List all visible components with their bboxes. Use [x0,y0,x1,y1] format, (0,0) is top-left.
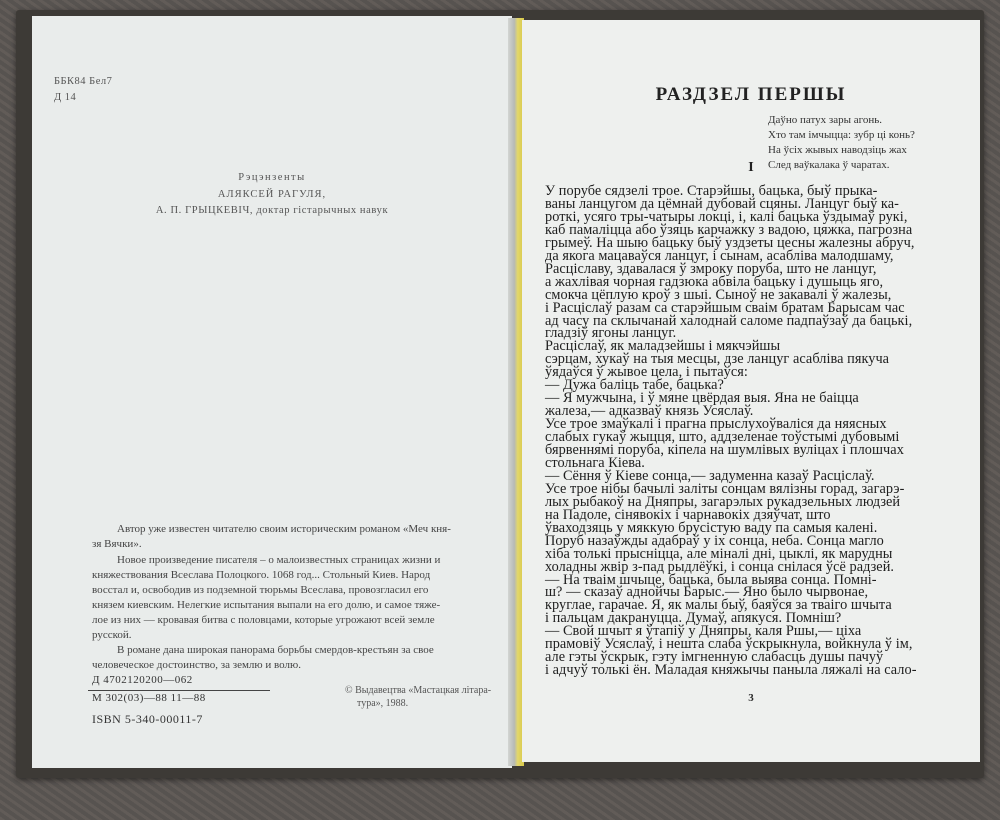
body-line: ўядаўся ў жывое цела, і пытаўся: [545,364,748,381]
body-line: грымеў. На шыю бацьку быў уздзеты цесны жалезны абруч, [545,234,915,251]
body-line: — Свой шчыт я ўтапіў у Дняпры, каля Ршы,— ціха [545,623,862,640]
reviewer-2: А. П. ГРЫЦКЕВІЧ, доктар гістарычных навук [155,205,389,216]
body-line: ўваходзяць у мяккую брусістую ваду па самыя калені. [545,519,878,536]
body-line: Усе трое змаўкалі і прагна прыслухоўваліся да няясных [545,416,887,433]
annotation-line: русской. [92,629,132,641]
body-line: холадны жвір з-пад рыдлёўкі, і сонца снілася ўсё радзей. [545,558,895,575]
body-line: ш? — сказаў аднойчы Барыс.— Яно было чырвонае, [545,584,869,601]
body-line: жалеза,— адказваў князь Усяслаў. [545,403,754,420]
body-line: і адчуў толькі ён. Маладая княжычы паныла ляжалі на сало- [545,662,917,679]
reviewer-1: АЛЯКСЕЙ РАГУЛЯ, [217,189,327,200]
body-line: бярвеннямі поруба, кіпела на шумлівых вуліцах і плошчах [545,442,904,458]
body-line: на Падоле, сінявокіх і чарнавокіх дзяўчат, што [545,506,831,523]
body-line: але гэты ўскрык, гэту імгненную слабасць душы пачуў [545,649,884,666]
body-line: — Сёння ў Кіеве сонца,— задуменна казаў Расціслаў. [545,467,875,484]
body-line: Расціславу, здавалася ў змроку поруба, што не ланцуг, [545,260,877,277]
body-line: гладзіў ягоны ланцуг. [545,325,677,342]
body-line: — Дужа баліць табе, бацька? [545,377,724,394]
body-line: хіба толькі прысніцца, але міналі дні, цыклі, як марудны [545,545,893,562]
body-line: Усе трое нібы бачылі заліты сонцам вялізны горад, загарэ- [545,480,905,497]
annotation-line: зя Вячки». [92,538,142,550]
annotation-line: Автор уже известен читателю своим историческим романом «Меч кня- [117,523,451,535]
epigraph-line: Даўно патух зары агонь. [768,114,883,126]
body-line: — Я мужчына, і ў мяне цвёрдая выя. Яна не баіцца [545,390,859,407]
body-line: ваны ланцугом да цёмнай дубовай сцяны. Ланцуг быў ка- [545,195,899,212]
copyright-line: тура», 1988. [357,698,409,709]
body-line: — На тваім шчыце, бацька, была выява сонца. Помні- [545,571,877,588]
body-line: сэрцам, хукаў на тыя месцы, дзе ланцуг асабліва пякуча [545,351,890,368]
body-line: круглае, гарачае. Я, як малы быў, баяўся за тваіго шчыта [545,597,892,614]
catalog-code-2: М 302(03)—88 11—88 [92,692,206,704]
code-divider [88,690,270,691]
epigraph-line: Хто там імчыцца: зубр ці конь? [768,129,915,141]
body-line: стольнага Кіева. [545,454,645,471]
annotation-line: княжествования Всеслава Полоцкого. 1068 год... Стольный Киев. Народ [92,569,431,581]
page-number: 3 [748,692,754,704]
body-line: каб памаліцца або ўзяць карчажку з вадою, цяжка, пагрозна [545,221,913,238]
annotation-line: лое из них — кровавая битва с половцами, которые угрожают всей земле [92,614,435,626]
bbk-code: ББК84 Бел7 [54,76,113,87]
annotation-line: В романе дана широкая панорама борьбы смердов-крестьян за свое [117,644,434,656]
annotation-line: князем киевским. Нелегкие испытания выпали на его долю, и самое тяже- [92,599,441,611]
body-line: Поруб назаўжды адабраў у іх сонца, неба. Сонца магло [545,532,884,549]
body-line: і пальцам дакрануцца. Думаў, апякуся. Помніш? [545,610,842,627]
annotation-line: Новое произведение писателя – о малоизвестных страницах жизни и [117,554,441,566]
reviewers-heading: Рэцэнзенты [238,172,306,183]
author-index: Д 14 [54,92,77,103]
body-line: прамовіў Усяслаў, і нешта слаба ўскрыкнула, войкнула ў ім, [545,636,913,653]
catalog-code: Д 4702120200—062 [92,674,193,686]
body-line: лых рыбакоў на Дняпры, загарэлых рукадзельных людзей [545,493,901,510]
epigraph-line: На ўсіх жывых наводзіць жах [768,144,907,156]
annotation-line: восстал и, освободив из подземной тюрьмы Всеслава, провозгласил его [92,584,429,596]
annotation-line: человеческое достоинство, за землю и волю. [92,659,301,671]
section-title: РАЗДЗЕЛ ПЕРШЫ [655,84,847,105]
body-line: слабых гукаў жыцця, што, аддзеленае тоўстымі дубовымі [545,429,900,446]
body-line: ад часу па склычанай халоднай саломе падпаўзаў да бацькі, [545,312,913,329]
epigraph-line: След ваўкалака ў чаратах. [768,159,890,171]
body-line: смокча цёплую кроў з шыі. Сыноў не закавалі ў жалезы, [545,286,892,303]
body-line: У порубе сядзелі трое. Старэйшы, бацька, быў прыка- [545,183,878,199]
body-line: да якога мацаваўся ланцуг, і сынам, асабліва малодшаму, [545,247,894,264]
chapter-number: I [748,160,754,175]
body-line: і Расціслаў разам са старэйшым сваім братам Барысам час [545,299,905,316]
body-line: роткі, усяго тры-чатыры локці, і, калі бацька ўздымаў рукі, [545,208,908,225]
copyright-line: © Выдавецтва «Мастацкая літара- [345,685,492,696]
body-line: а жахлівая чорная гадзюка абвіла бацьку і душыць яго, [545,273,884,290]
body-line: Расціслаў, як маладзейшы і мякчэйшы [545,338,781,355]
isbn: ISBN 5-340-00011-7 [92,712,203,726]
